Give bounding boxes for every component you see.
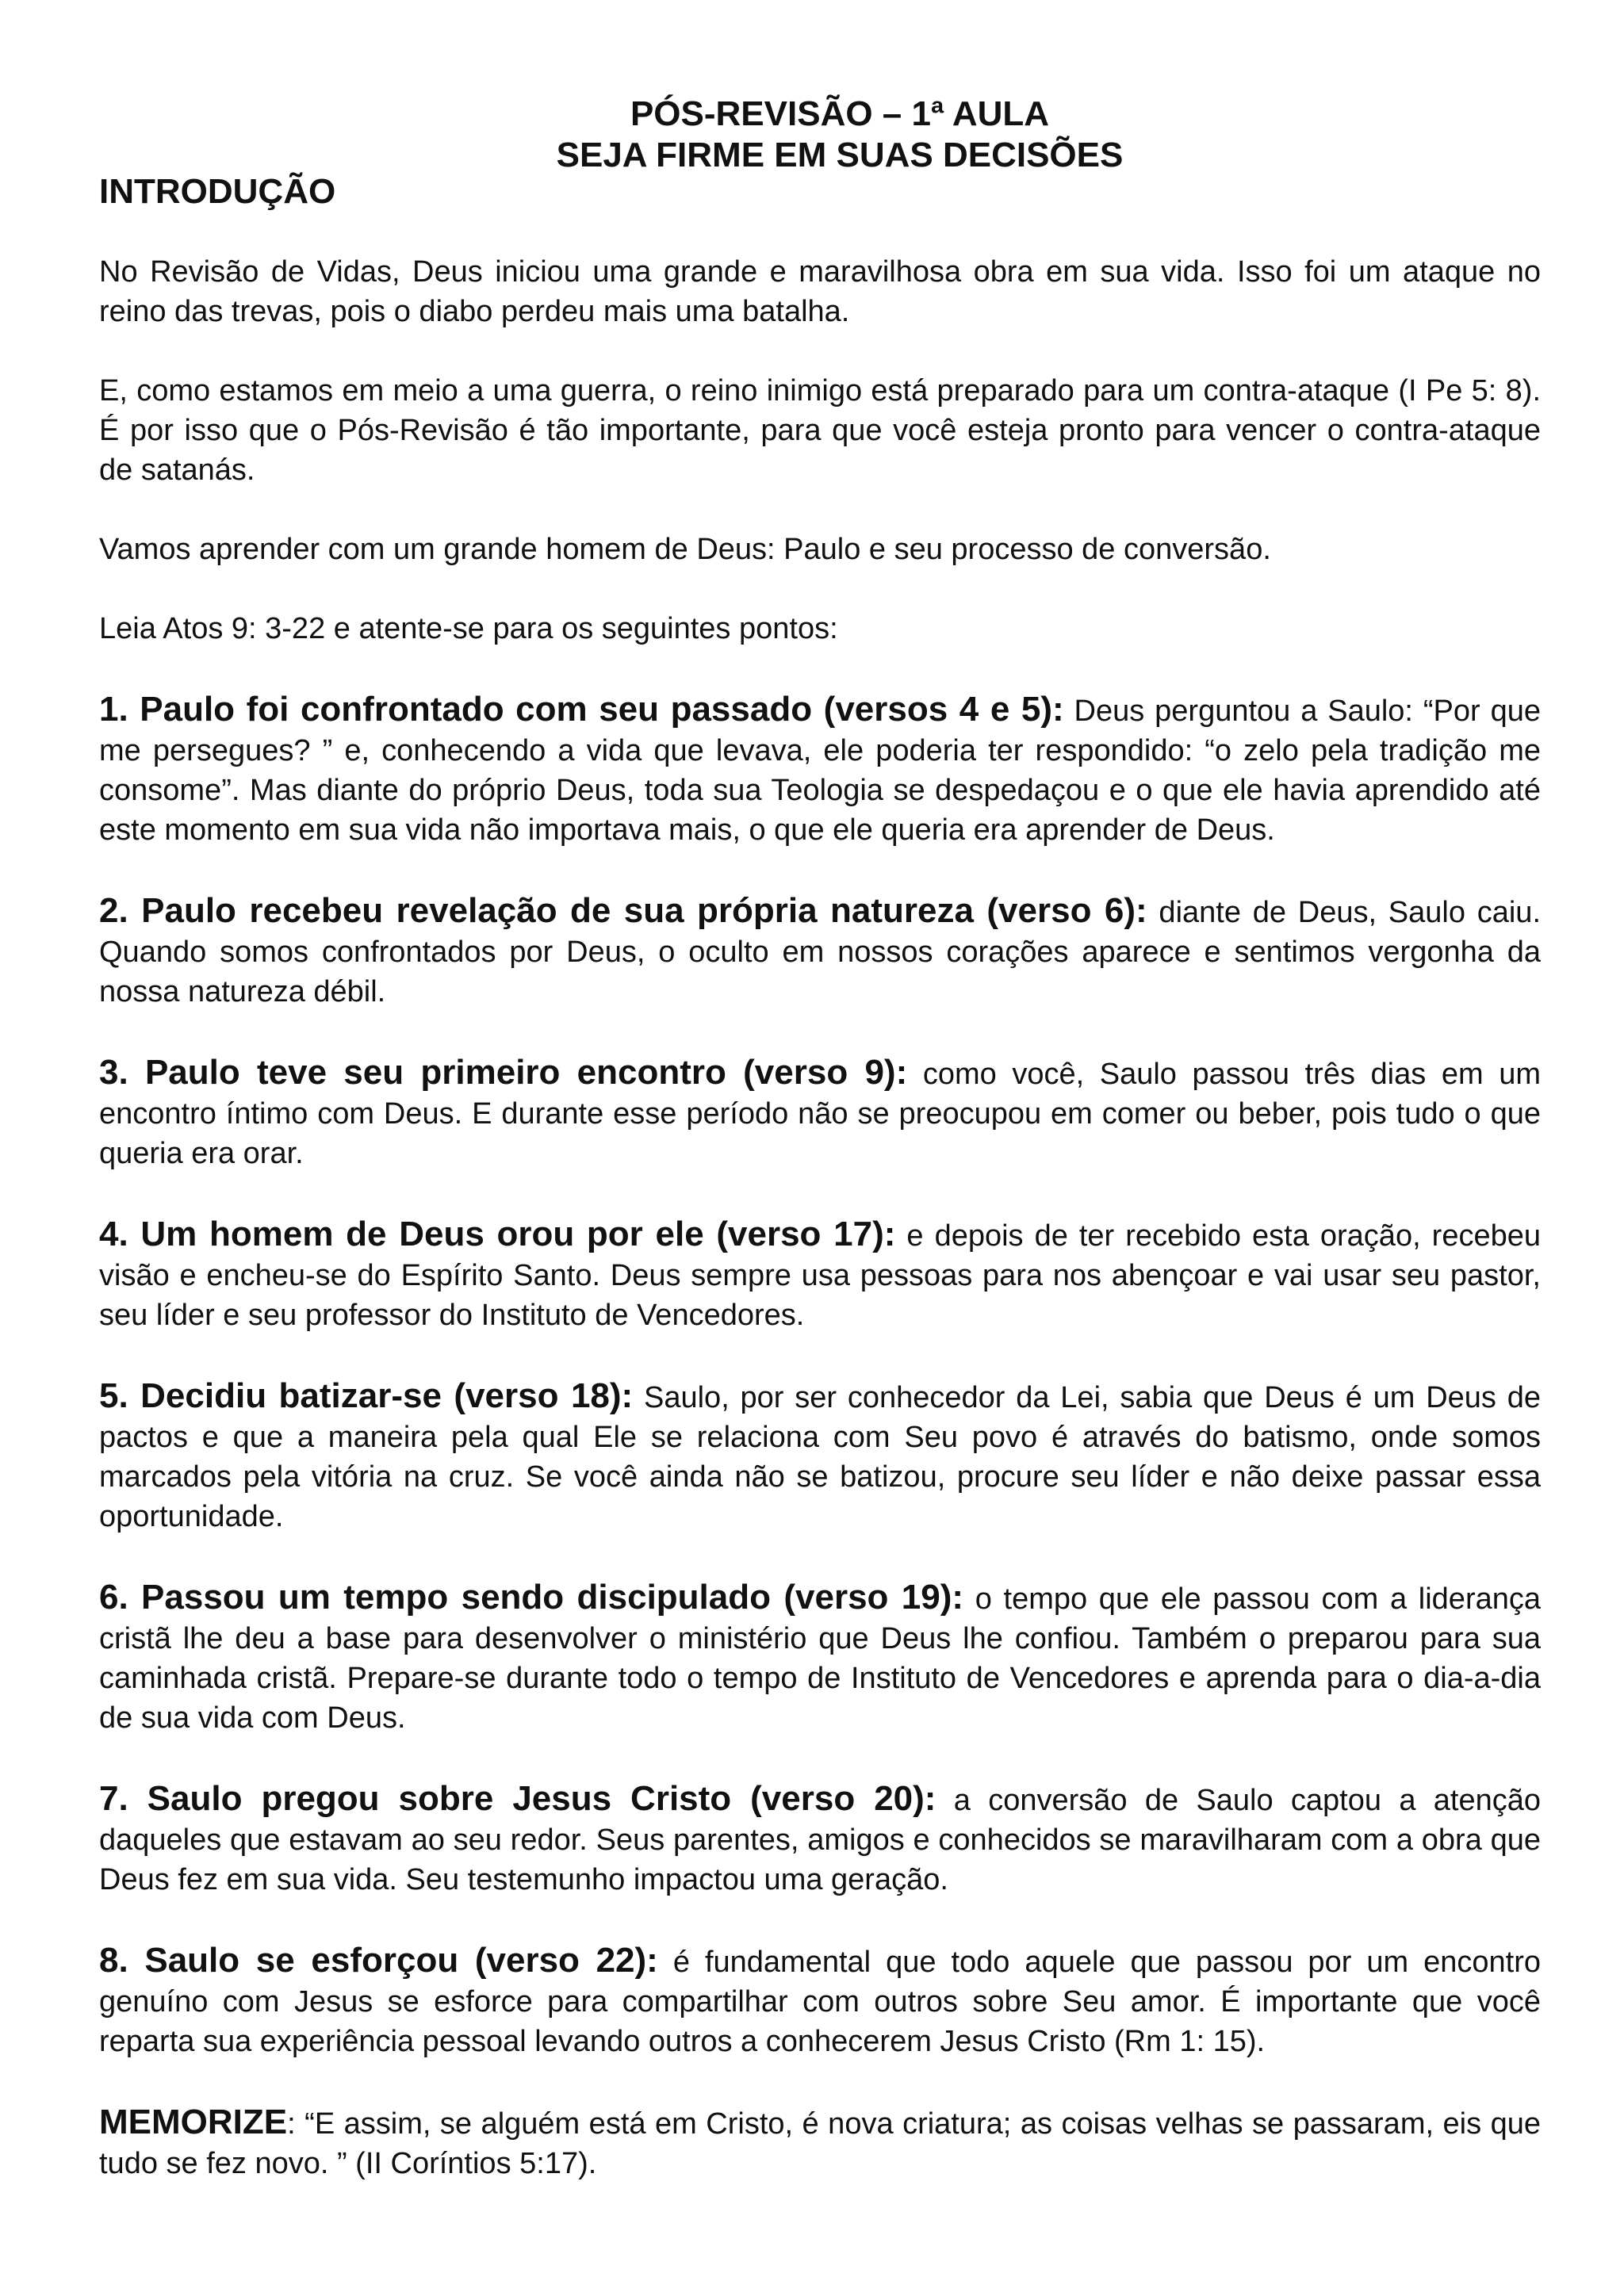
intro-paragraph-3: Vamos aprender com um grande homem de Deus: Paulo e seu processo de conversão.	[99, 533, 1271, 566]
point-7-text: a conversão de Saulo captou a atenção daqueles que estavam ao seu redor. Seus parentes, amigos e conhecidos se maravilharam com a obra que Deus fez em sua vida. Seu testemunho impactou uma geração.	[99, 1784, 1541, 1896]
point-7-heading: 7. Saulo pregou sobre Jesus Cristo (verso 20):	[99, 1779, 936, 1818]
memorize-text: : “E assim, se alguém está em Cristo, é nova criatura; as coisas velhas se passaram, eis que tudo se fez novo. ” (II Coríntios 5:17).	[99, 2107, 1541, 2180]
point-8	[99, 1941, 1541, 2061]
intro-heading: INTRODUÇÃO	[99, 172, 336, 211]
point-6	[99, 1578, 1541, 1738]
document-title-line-2: SEJA FIRME EM SUAS DECISÕES	[556, 136, 1124, 174]
intro-paragraph-4: Leia Atos 9: 3-22 e atente-se para os seguintes pontos:	[99, 612, 838, 645]
point-8-text: é fundamental que todo aquele que passou por um encontro genuíno com Jesus se esforce para compartilhar com outros sobre Seu amor. É importante que você reparta sua experiência pessoal levando outros a conhecerem Jesus Cristo (Rm 1: 15).	[99, 1946, 1542, 2058]
intro-paragraph-1: No Revisão de Vidas, Deus iniciou uma grande e maravilhosa obra em sua vida. Isso foi um ataque no reino das trevas, pois o diabo perdeu mais uma batalha.	[99, 255, 1541, 328]
memorize-label: MEMORIZE	[99, 2103, 288, 2141]
point-2-text: diante de Deus, Saulo caiu. Quando somos confrontados por Deus, o oculto em nossos corações aparece e sentimos vergonha da nossa natureza débil.	[99, 896, 1541, 1008]
point-5	[99, 1376, 1541, 1536]
point-2	[99, 891, 1541, 1012]
point-1-text: Deus perguntou a Saulo: “Por que me persegues? ” e, conhecendo a vida que levava, ele poderia ter respondido: “o zelo pela tradição me consome”. Mas diante do próprio Deus, toda sua Teologia se despedaçou e o que ele havia aprendido até este momento em sua vida não importava mais, o que ele queria era aprender de Deus.	[99, 695, 1541, 847]
point-7	[99, 1779, 1541, 1900]
point-4-text: e depois de ter recebido esta oração, recebeu visão e encheu-se do Espírito Santo. Deus sempre usa pessoas para nos abençoar e vai usar seu pastor, seu líder e seu professor do Instituto de Vencedores.	[99, 1219, 1541, 1332]
document-page	[99, 94, 1541, 2183]
point-5-text: Saulo, por ser conhecedor da Lei, sabia que Deus é um Deus de pactos e que a maneira pela qual Ele se relaciona com Seu povo é através do batismo, onde somos marcados pela vitória na cruz. Se você ainda não se batizou, procure seu líder e não deixe passar essa oportunidade.	[99, 1381, 1541, 1533]
point-4-heading: 4. Um homem de Deus orou por ele (verso 17):	[99, 1215, 896, 1253]
document-title-line-1: PÓS-REVISÃO – 1ª AULA	[630, 94, 1050, 133]
point-1	[99, 690, 1541, 850]
point-3-heading: 3. Paulo teve seu primeiro encontro (verso 9):	[99, 1053, 908, 1092]
point-8-heading: 8. Saulo se esforçou (verso 22):	[99, 1941, 658, 1980]
point-2-heading: 2. Paulo recebeu revelação de sua própria natureza (verso 6):	[99, 891, 1147, 930]
point-3	[99, 1053, 1541, 1173]
point-3-text: como você, Saulo passou três dias em um encontro íntimo com Deus. E durante esse período não se preocupou em comer ou beber, pois tudo o que queria era orar.	[99, 1058, 1541, 1170]
point-5-heading: 5. Decidiu batizar-se (verso 18):	[99, 1376, 634, 1415]
point-6-heading: 6. Passou um tempo sendo discipulado (verso 19):	[99, 1578, 964, 1617]
intro-paragraph-2: E, como estamos em meio a uma guerra, o reino inimigo está preparado para um contra-ataque (I Pe 5: 8). É por isso que o Pós-Revisão é tão importante, para que você esteja pronto para vencer o contra-ataque de satanás.	[99, 374, 1541, 487]
point-4	[99, 1215, 1541, 1335]
point-1-heading: 1. Paulo foi confrontado com seu passado (versos 4 e 5):	[99, 690, 1064, 729]
point-6-text: o tempo que ele passou com a liderança cristã lhe deu a base para desenvolver o ministério que Deus lhe confiou. Também o preparou para sua caminhada cristã. Prepare-se durante todo o tempo de Instituto de Vencedores e aprenda para o dia-a-dia de sua vida com Deus.	[99, 1582, 1541, 1735]
memorize-verse	[99, 2103, 1541, 2183]
